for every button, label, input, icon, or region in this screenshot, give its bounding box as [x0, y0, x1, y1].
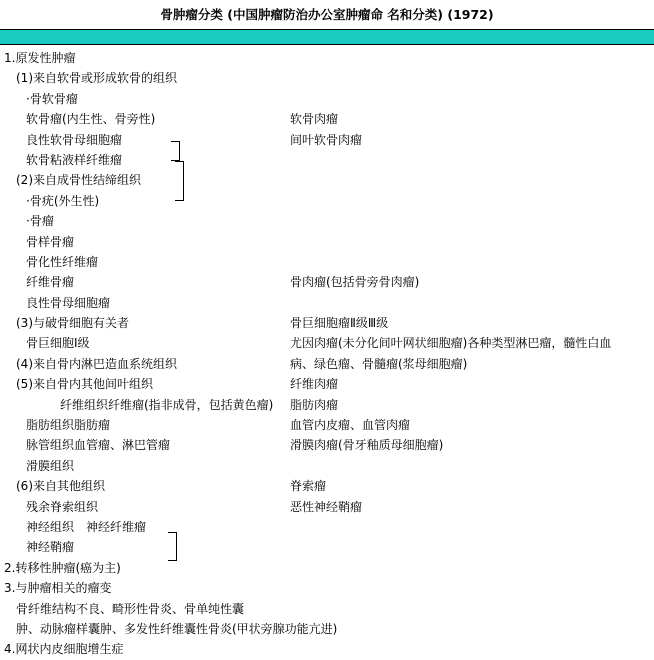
- brace-icon-1: [171, 141, 180, 161]
- page-title: 骨肿瘤分类 (中国肿瘤防治办公室肿瘤命 名和分类) (1972): [160, 7, 494, 22]
- classification-row: [0, 191, 654, 211]
- row-right-text: 纤维肉瘤: [290, 377, 339, 392]
- row-right-text: 脊索瘤: [290, 479, 327, 494]
- row-left-text: (5)来自骨内其他间叶组织: [16, 377, 153, 392]
- row-left-text: ·骨疣(外生性): [26, 193, 100, 208]
- classification-row: [0, 130, 654, 150]
- row-left-text: 骨纤维结构不良、畸形性骨炎、骨单纯性囊: [16, 601, 245, 616]
- row-left-text: 肿、动脉瘤样囊肿、多发性纤维囊性骨炎(甲状旁腺功能亢进): [16, 621, 338, 636]
- classification-row: [0, 619, 654, 639]
- row-left-text: 良性软骨母细胞瘤: [26, 132, 123, 147]
- classification-list: [0, 45, 654, 660]
- row-left-text: 纤维骨瘤: [26, 275, 75, 290]
- row-right-text: 滑膜肉瘤(骨牙釉质母细胞瘤): [290, 438, 444, 453]
- row-left-text: 骨巨细胞Ⅰ级: [26, 336, 90, 351]
- row-right-text: 病、绿色瘤、骨髓瘤(浆母细胞瘤): [290, 356, 468, 371]
- row-left-text: ·骨瘤: [26, 214, 54, 229]
- row-left-text: 神经鞘瘤: [26, 540, 75, 555]
- classification-row: [0, 476, 654, 496]
- row-left-text: 脂肪组织脂肪瘤: [26, 418, 111, 433]
- row-right-text: 骨巨细胞瘤Ⅱ级Ⅲ级: [290, 316, 389, 331]
- classification-row: [0, 599, 654, 619]
- classification-row: [0, 415, 654, 435]
- row-right-text: 间叶软骨肉瘤: [290, 132, 363, 147]
- classification-row: [0, 170, 654, 190]
- row-left-text: 软骨粘液样纤维瘤: [26, 152, 123, 167]
- row-left-text: (6)来自其他组织: [16, 479, 105, 494]
- row-left-text: 良性骨母细胞瘤: [26, 295, 111, 310]
- classification-row: [0, 109, 654, 129]
- row-left-text: 1.原发性肿瘤: [4, 51, 76, 65]
- row-left-text: 骨样骨瘤: [26, 234, 75, 249]
- classification-row: [0, 252, 654, 272]
- row-right-text: 恶性神经鞘瘤: [290, 499, 363, 514]
- row-left-text: 残余脊索组织: [26, 499, 99, 514]
- classification-row: [0, 68, 654, 88]
- row-left-text: (3)与破骨细胞有关者: [16, 316, 129, 331]
- row-left-text: 脉管组织血管瘤、淋巴管瘤: [26, 438, 171, 453]
- row-right-text: 软骨肉瘤: [290, 112, 339, 127]
- row-left-text: 骨化性纤维瘤: [26, 254, 99, 269]
- classification-row: [0, 395, 654, 415]
- classification-row: [0, 211, 654, 231]
- row-left-text: 神经组织 神经纤维瘤: [26, 519, 147, 534]
- classification-row: [0, 333, 654, 353]
- row-left-text: 软骨瘤(内生性、骨旁性): [26, 112, 156, 127]
- row-left-text: 4.网状内皮细胞增生症: [4, 642, 124, 657]
- row-left-text: ·骨软骨瘤: [26, 91, 78, 106]
- classification-row: [0, 232, 654, 252]
- classification-row: [0, 537, 654, 557]
- row-left-text: 纤维组织纤维瘤(指非成骨，包括黄色瘤): [60, 397, 274, 412]
- row-right-text: 血管内皮瘤、血管肉瘤: [290, 418, 411, 433]
- classification-row: [0, 639, 654, 659]
- classification-row: [0, 313, 654, 333]
- row-right-text: 脂肪肉瘤: [290, 397, 339, 412]
- classification-row: [0, 89, 654, 109]
- row-left-text: 滑膜组织: [26, 458, 75, 473]
- classification-row: [0, 374, 654, 394]
- brace-icon-2: [175, 161, 184, 201]
- classification-row: [0, 578, 654, 598]
- classification-row: [0, 497, 654, 517]
- classification-row: [0, 517, 654, 537]
- classification-row: [0, 456, 654, 476]
- row-left-text: (1)来自软骨或形成软骨的组织: [16, 71, 177, 86]
- classification-row: [0, 272, 654, 292]
- row-right-text: 骨肉瘤(包括骨旁骨肉瘤): [290, 275, 420, 290]
- classification-row: [0, 150, 654, 170]
- row-left-text: 2.转移性肿瘤(癌为主): [4, 560, 121, 575]
- classification-row: [0, 435, 654, 455]
- accent-divider-bar: [0, 29, 654, 45]
- row-right-text: 尤因肉瘤(未分化间叶网状细胞瘤)各种类型淋巴瘤，髓性白血: [290, 336, 612, 351]
- classification-row: [0, 48, 654, 68]
- row-left-text: (2)来自成骨性结缔组织: [16, 173, 141, 188]
- classification-row: [0, 558, 654, 578]
- classification-row: [0, 293, 654, 313]
- classification-row: [0, 354, 654, 374]
- row-left-text: (4)来自骨内淋巴造血系统组织: [16, 356, 177, 371]
- row-left-text: 3.与肿瘤相关的瘤变: [4, 581, 112, 596]
- brace-icon-3: [168, 532, 177, 561]
